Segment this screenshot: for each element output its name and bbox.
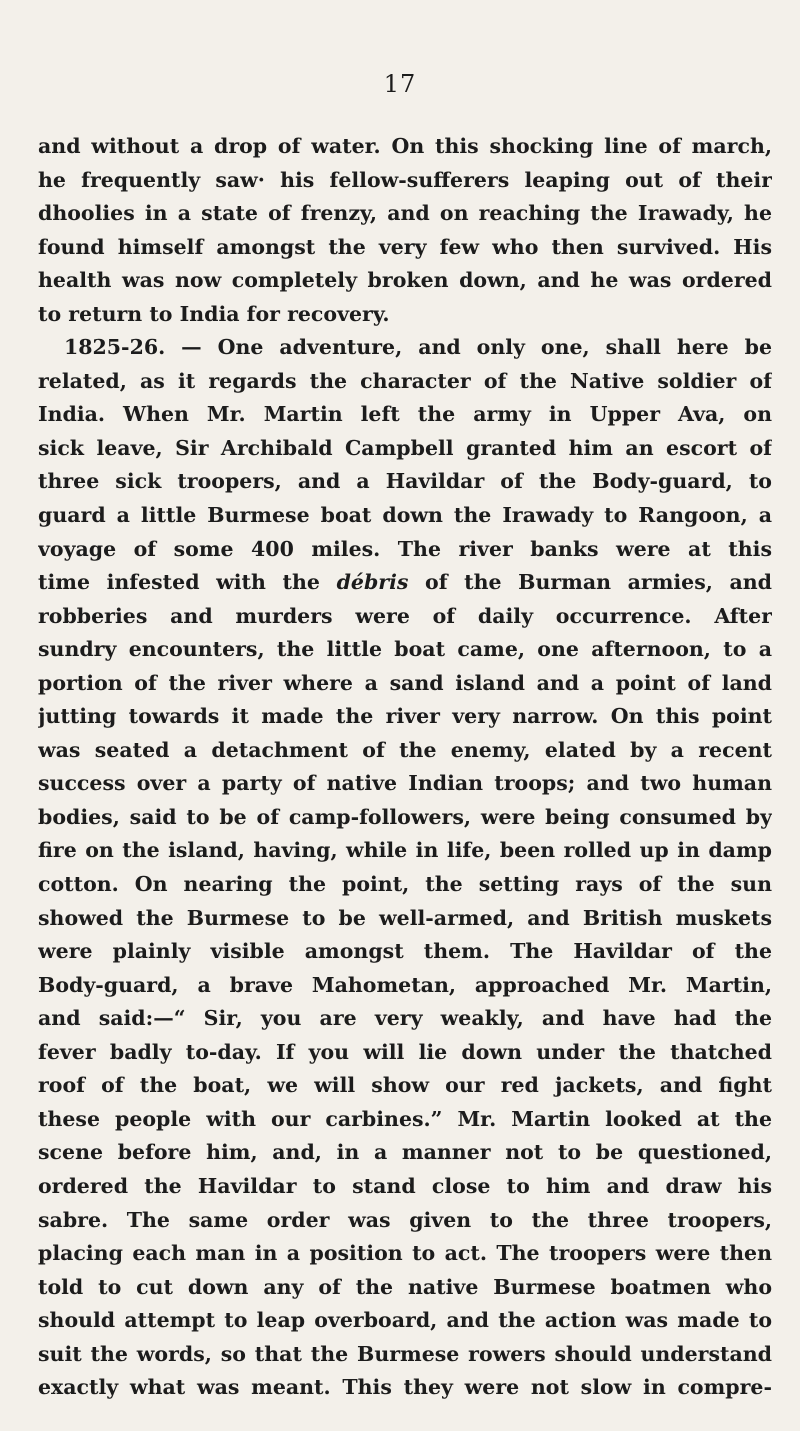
text-line: showed the Burmese to be well-armed, and British muskets: [38, 905, 772, 930]
text-line: exactly what was meant. This they were not slow in compre-: [38, 1375, 772, 1400]
text-line: guard a little Burmese boat down the Irawady to Rangoon, a: [38, 503, 772, 528]
text-line: scene before him, and, in a manner not to be questioned,: [38, 1140, 772, 1165]
text-line: robberies and murders were of daily occurrence. After: [38, 603, 772, 628]
text-line: portion of the river where a sand island and a point of land: [38, 670, 772, 695]
body-text: [38, 130, 772, 1405]
text-line: sick leave, Sir Archibald Campbell granted him an escort of: [38, 435, 772, 460]
text-line: Body-guard, a brave Mahometan, approached Mr. Martin,: [38, 972, 772, 997]
text-line: told to cut down any of the native Burmese boatmen who: [38, 1274, 772, 1299]
text-line: was seated a detachment of the enemy, elated by a recent: [38, 737, 772, 762]
text-line: to return to India for recovery.: [38, 301, 390, 326]
text-line: fire on the island, having, while in life, been rolled up in damp: [38, 838, 772, 863]
italic-word: débris: [336, 570, 409, 595]
text-line: cotton. On nearing the point, the setting rays of the sun: [38, 872, 772, 897]
text-line: dhoolies in a state of frenzy, and on reaching the Irawady, he: [38, 201, 772, 226]
paragraph-start-line: 1825-26. — One adventure, and only one, shall here be: [64, 335, 772, 360]
text-line: success over a party of native Indian troops; and two human: [38, 771, 772, 796]
text-line-with-italic: [38, 566, 772, 600]
text-line: India. When Mr. Martin left the army in Upper Ava, on: [38, 402, 772, 427]
text-line: related, as it regards the character of the Native soldier of: [38, 368, 772, 393]
text-line: should attempt to leap overboard, and the action was made to: [38, 1308, 772, 1333]
text-line: and without a drop of water. On this shocking line of march,: [38, 134, 772, 158]
text-line: he frequently saw· his fellow-sufferers leaping out of their: [38, 167, 772, 192]
text-line: roof of the boat, we will show our red jackets, and fight: [38, 1073, 772, 1098]
text-line: sabre. The same order was given to the three troopers,: [38, 1207, 772, 1232]
text-segment: of the Burman armies, and: [425, 570, 772, 595]
text-line: ordered the Havildar to stand close to him and draw his: [38, 1173, 772, 1198]
text-line: fever badly to-day. If you will lie down under the thatched: [38, 1039, 772, 1064]
text-segment: time infested with the: [38, 570, 320, 595]
text-line: health was now completely broken down, and he was ordered: [38, 268, 772, 293]
text-line: these people with our carbines.” Mr. Martin looked at the: [38, 1106, 772, 1131]
text-line: were plainly visible amongst them. The Havildar of the: [38, 939, 772, 964]
text-line: sundry encounters, the little boat came, one afternoon, to a: [38, 637, 772, 662]
text-line: suit the words, so that the Burmese rowers should understand: [38, 1341, 772, 1366]
text-line: jutting towards it made the river very narrow. On this point: [38, 704, 772, 729]
page-number: 17: [383, 70, 417, 98]
text-line: and said:—“ Sir, you are very weakly, and have had the: [38, 1006, 772, 1031]
text-line: found himself amongst the very few who then survived. His: [38, 234, 772, 259]
text-line: placing each man in a position to act. The troopers were then: [38, 1241, 772, 1266]
text-line: voyage of some 400 miles. The river banks were at this: [38, 536, 772, 561]
text-line: three sick troopers, and a Havildar of the Body-guard, to: [38, 469, 772, 494]
text-line: bodies, said to be of camp-followers, were being consumed by: [38, 804, 772, 829]
